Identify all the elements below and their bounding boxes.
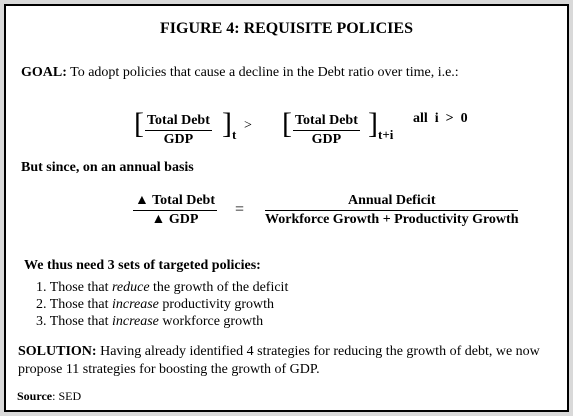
source-note — [17, 389, 81, 404]
formula2-left-numerator: ▲ Total Debt — [133, 193, 217, 211]
formula1-right-denominator: GDP — [311, 132, 342, 147]
formula1-left-denominator: GDP — [163, 132, 194, 147]
formula1-condition: all i > 0 — [413, 111, 468, 126]
formula2-right-denominator: Workforce Growth + Productivity Growth — [265, 212, 519, 227]
formula1-left-subscript: t — [232, 127, 237, 142]
formula2-equals: = — [235, 201, 245, 218]
formula2-left-fraction — [133, 193, 217, 228]
figure-title: FIGURE 4: REQUISITE POLICIES — [160, 20, 413, 37]
formula2-right-fraction — [265, 193, 518, 228]
figure-frame — [4, 4, 569, 412]
source-label: Source — [17, 389, 53, 403]
goal-label: GOAL: — [21, 65, 67, 80]
solution-statement — [18, 343, 558, 379]
goal-text: To adopt policies that cause a decline in the Debt ratio over time, i.e.: — [66, 65, 459, 80]
solution-text: Having already identified 4 strategies for reducing the growth of debt, we now propose 11 strategies for boosting the growth of GDP. — [18, 344, 540, 377]
formula1-left-fraction — [145, 113, 212, 148]
policies-list — [36, 279, 288, 330]
policy-item: 1. Those that reduce the growth of the deficit — [36, 280, 289, 295]
policy-item: 3. Those that increase workforce growth — [36, 314, 264, 329]
left-bracket-open: [ — [134, 107, 144, 140]
formula2-right-numerator: Annual Deficit — [265, 193, 518, 211]
left-bracket-close: ] — [222, 107, 232, 140]
goal-statement — [21, 65, 459, 81]
since-text: But since, on an annual basis — [21, 160, 194, 175]
right-bracket-close: ] — [368, 107, 378, 140]
formula1-operator: > — [244, 118, 252, 133]
formula1-left-numerator: Total Debt — [145, 113, 212, 131]
right-bracket-open: [ — [282, 107, 292, 140]
source-text: : SED — [52, 389, 82, 403]
formula1-right-subscript: t+i — [378, 127, 394, 142]
policies-heading: We thus need 3 sets of targeted policies: — [24, 258, 261, 273]
solution-label: SOLUTION: — [18, 344, 97, 359]
formula2-left-denominator: ▲ GDP — [151, 212, 199, 227]
formula1-right-fraction — [293, 113, 360, 148]
formula1-right-numerator: Total Debt — [293, 113, 360, 131]
policy-item: 2. Those that increase productivity growth — [36, 297, 274, 312]
